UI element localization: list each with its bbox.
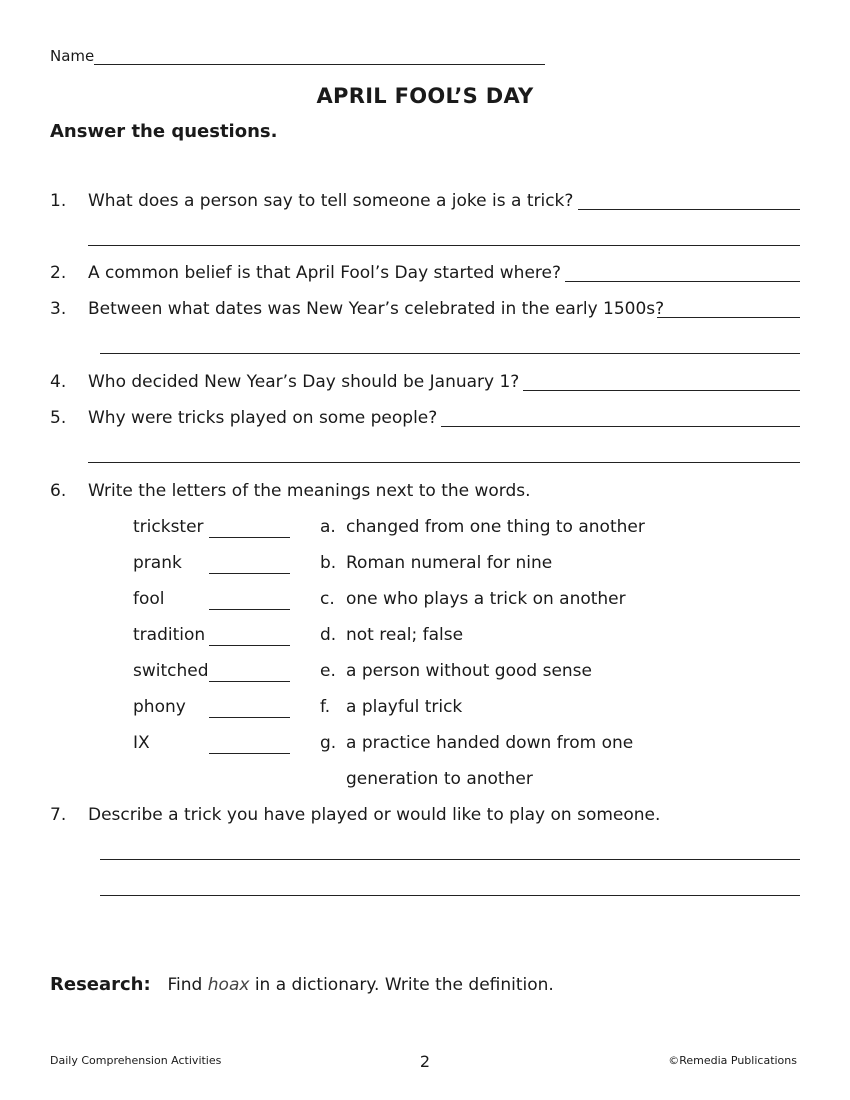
meaning-letter: e. xyxy=(320,661,336,681)
match-answer-line[interactable] xyxy=(209,573,290,574)
question-number: 1. xyxy=(50,191,67,211)
answer-line[interactable] xyxy=(88,245,800,246)
meaning-letter: a. xyxy=(320,517,336,537)
meaning-text: Roman numeral for nine xyxy=(346,553,553,573)
match-answer-line[interactable] xyxy=(209,645,290,646)
match-answer-line[interactable] xyxy=(209,753,290,754)
match-answer-line[interactable] xyxy=(209,681,290,682)
page-title: APRIL FOOL’S DAY xyxy=(316,84,534,108)
answer-line[interactable] xyxy=(88,462,800,463)
question-text: A common belief is that April Fool’s Day started where? xyxy=(88,263,562,283)
match-word: trickster xyxy=(133,517,204,537)
page-number: 2 xyxy=(419,1052,431,1071)
name-label: Name xyxy=(50,47,95,65)
match-word: IX xyxy=(133,733,150,753)
match-word: switched xyxy=(133,661,209,681)
answer-line[interactable] xyxy=(565,281,800,282)
meaning-letter: b. xyxy=(320,553,337,573)
meaning-letter: f. xyxy=(320,697,331,717)
match-answer-line[interactable] xyxy=(209,537,290,538)
match-word: fool xyxy=(133,589,165,609)
meaning-text: one who plays a trick on another xyxy=(346,589,626,609)
meaning-text: not real; false xyxy=(346,625,464,645)
answer-line[interactable] xyxy=(100,895,800,896)
meaning-continuation: generation to another xyxy=(346,769,533,789)
question-number: 6. xyxy=(50,481,67,501)
question-text: Write the letters of the meanings next to the words. xyxy=(88,481,531,501)
meaning-text: a playful trick xyxy=(346,697,463,717)
question-number: 5. xyxy=(50,408,67,428)
footer-left: Daily Comprehension Activities xyxy=(50,1054,222,1067)
research-label: Research: xyxy=(50,974,151,995)
meaning-letter: c. xyxy=(320,589,335,609)
question-number: 2. xyxy=(50,263,67,283)
match-word: phony xyxy=(133,697,186,717)
question-text: Describe a trick you have played or would like to play on someone. xyxy=(88,805,661,825)
answer-line[interactable] xyxy=(100,859,800,860)
research-text-before: Find xyxy=(167,975,203,995)
footer-right: ©Remedia Publications xyxy=(668,1054,797,1067)
match-word: tradition xyxy=(133,625,206,645)
answer-line[interactable] xyxy=(657,317,800,318)
research-text-after: in a dictionary. Write the definition. xyxy=(254,975,554,995)
match-word: prank xyxy=(133,553,182,573)
question-text: What does a person say to tell someone a joke is a trick? xyxy=(88,191,574,211)
answer-line[interactable] xyxy=(523,390,800,391)
research-word: hoax xyxy=(207,975,250,995)
match-answer-line[interactable] xyxy=(209,609,290,610)
instructions: Answer the questions. xyxy=(50,121,278,142)
meaning-text: a person without good sense xyxy=(346,661,593,681)
match-answer-line[interactable] xyxy=(209,717,290,718)
question-text: Who decided New Year’s Day should be January 1? xyxy=(88,372,520,392)
research-prompt xyxy=(50,974,554,995)
meaning-text: a practice handed down from one xyxy=(346,733,634,753)
answer-line[interactable] xyxy=(578,209,800,210)
meaning-text: changed from one thing to another xyxy=(346,517,645,537)
question-number: 3. xyxy=(50,299,67,319)
question-text: Between what dates was New Year’s celebrated in the early 1500s? xyxy=(88,299,665,319)
meaning-letter: g. xyxy=(320,733,337,753)
question-text: Why were tricks played on some people? xyxy=(88,408,438,428)
meaning-letter: d. xyxy=(320,625,337,645)
answer-line[interactable] xyxy=(100,353,800,354)
answer-line[interactable] xyxy=(441,426,800,427)
name-answer-line[interactable] xyxy=(94,64,545,65)
question-number: 4. xyxy=(50,372,67,392)
question-number: 7. xyxy=(50,805,67,825)
